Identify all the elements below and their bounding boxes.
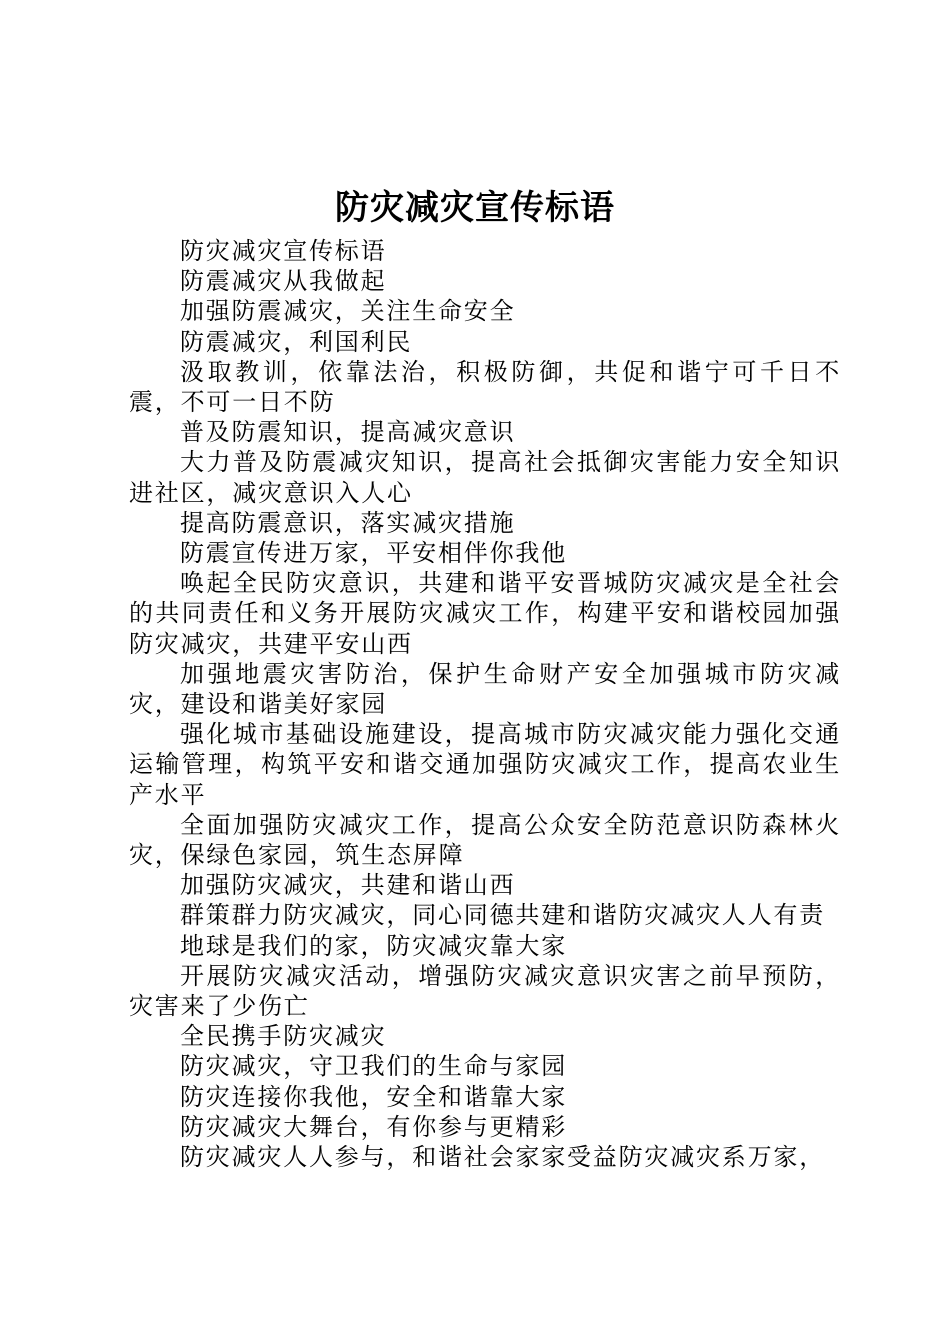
paragraph: 防灾减灾，守卫我们的生命与家园 xyxy=(180,1052,567,1081)
paragraph: 大力普及防震减灾知识，提高社会抵御灾害能力安全知识进社区，减灾意识入人心 xyxy=(129,448,841,507)
paragraph: 防灾减灾宣传标语 xyxy=(180,237,387,265)
paragraph: 防灾减灾大舞台，有你参与更精彩 xyxy=(180,1112,567,1141)
paragraph: 防震减灾从我做起 xyxy=(180,267,387,296)
paragraph: 加强地震灾害防治，保护生命财产安全加强城市防灾减灾，建设和谐美好家园 xyxy=(129,659,841,719)
document-title: 防灾减灾宣传标语 xyxy=(335,188,615,228)
paragraph: 全面加强防灾减灾工作，提高公众安全防范意识防森林火灾，保绿色家园，筑生态屏障 xyxy=(129,810,841,870)
paragraph: 加强防震减灾，关注生命安全 xyxy=(180,297,516,326)
paragraph: 防灾连接你我他，安全和谐靠大家 xyxy=(180,1082,567,1111)
paragraph: 防震宣传进万家，平安相伴你我他 xyxy=(180,539,567,568)
paragraph: 全民携手防灾减灾 xyxy=(180,1022,387,1051)
paragraph: 普及防震知识，提高减灾意识 xyxy=(180,418,516,447)
paragraph: 地球是我们的家，防灾减灾靠大家 xyxy=(180,931,567,960)
paragraph: 防灾减灾人人参与，和谐社会家家受益防灾减灾系万家， xyxy=(180,1143,825,1172)
paragraph: 强化城市基础设施建设，提高城市防灾减灾能力强化交通运输管理，构筑平安和谐交通加强防灾减灾工作，提高农业生产水平 xyxy=(129,720,841,809)
paragraph: 群策群力防灾减灾，同心同德共建和谐防灾减灾人人有责 xyxy=(180,901,825,930)
paragraph: 汲取教训，依靠法治，积极防御，共促和谐宁可千日不震，不可一日不防 xyxy=(129,357,841,417)
paragraph: 开展防灾减灾活动，增强防灾减灾意识灾害之前早预防，灾害来了少伤亡 xyxy=(129,961,841,1021)
paragraph: 防震减灾，利国利民 xyxy=(180,327,413,356)
paragraph: 提高防震意识，落实减灾措施 xyxy=(180,508,516,537)
paragraph: 唤起全民防灾意识，共建和谐平安晋城防灾减灾是全社会的共同责任和义务开展防灾减灾工作，构建平安和谐校园加强防灾减灾，共建平安山西 xyxy=(129,569,841,658)
document-body xyxy=(129,236,841,1172)
paragraph: 加强防灾减灾，共建和谐山西 xyxy=(180,871,516,900)
